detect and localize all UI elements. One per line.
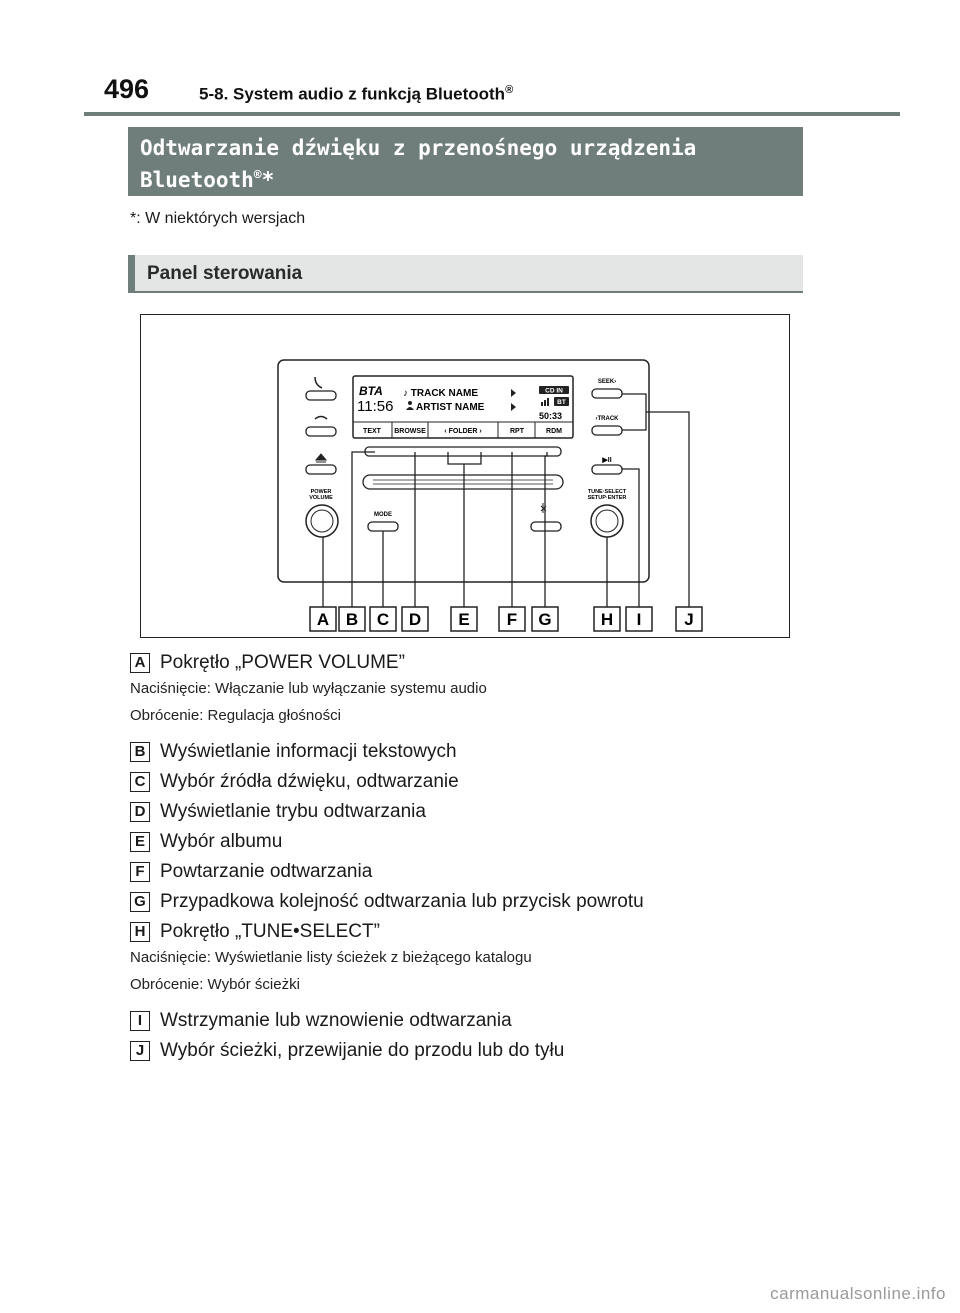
legend-text: Wybór ścieżki, przewijanie do przodu lub do tyłu [160, 1040, 565, 1061]
legend-item-a [130, 652, 405, 674]
legend-item-i [130, 1010, 512, 1032]
display-artist: ARTIST NAME [416, 402, 485, 413]
play-pause-icon: ▶II [602, 457, 612, 464]
cd-in-text: CD IN [545, 387, 563, 395]
legend-item-b [130, 741, 457, 763]
cd-slot [363, 475, 563, 489]
legend-item-h [130, 921, 380, 943]
legend-text: Przypadkowa kolejność odtwarzania lub przycisk powrotu [160, 891, 644, 912]
callout-letter-c: C [376, 610, 390, 629]
legend-note: Naciśnięcie: Włączanie lub wyłączanie systemu audio [130, 680, 487, 697]
legend-key: D [130, 802, 150, 822]
callout-letter-h: H [600, 610, 614, 629]
legend-key: H [130, 922, 150, 942]
mode-button[interactable] [368, 522, 398, 531]
legend-text: Wybór źródła dźwięku, odtwarzanie [160, 771, 459, 792]
legend-item-e [130, 831, 282, 853]
softkey-text: TEXT [363, 428, 381, 435]
section-title-line1: Odtwarzanie dźwięku z przenośnego urządzenia [140, 136, 697, 160]
legend-key: G [130, 892, 150, 912]
display-track: ♪ TRACK NAME [403, 388, 478, 399]
callout-letter-a: A [316, 610, 330, 629]
callout-labels [310, 607, 702, 631]
legend-item-f [130, 861, 372, 883]
legend-text: Pokrętło „TUNE•SELECT” [160, 921, 380, 942]
power-label: POWER [310, 489, 332, 495]
setup-enter-label: SETUP·ENTER [587, 495, 627, 501]
phone-pickup-button[interactable] [306, 391, 336, 400]
back-button[interactable] [531, 522, 561, 531]
control-panel-figure [140, 314, 790, 638]
legend-key: J [130, 1041, 150, 1061]
softkey-rdm: RDM [546, 428, 562, 435]
section-title [128, 127, 803, 196]
volume-label: VOLUME [309, 495, 333, 501]
legend-key: F [130, 862, 150, 882]
chapter-title: 5-8. System audio z funkcją Bluetooth® [199, 84, 514, 104]
track-label: ‹TRACK [595, 416, 619, 422]
phone-hangup-button[interactable] [306, 427, 336, 436]
callout-letter-g: G [538, 610, 552, 629]
softkey-folder: ‹ FOLDER › [444, 428, 482, 435]
legend-item-g [130, 891, 644, 913]
callout-letter-j: J [684, 610, 694, 629]
legend-text: Wyświetlanie informacji tekstowych [160, 741, 457, 762]
legend-key: B [130, 742, 150, 762]
seek-label: SEEK› [597, 379, 617, 385]
softkey-button-bar[interactable] [365, 447, 561, 456]
legend-key: C [130, 772, 150, 792]
seek-button[interactable] [592, 389, 622, 398]
softkey-rpt: RPT [510, 428, 524, 435]
legend-note: Naciśnięcie: Wyświetlanie listy ścieżek z bieżącego katalogu [130, 949, 532, 966]
legend-text: Wyświetlanie trybu odtwarzania [160, 801, 426, 822]
callout-letter-f: F [506, 610, 518, 629]
legend-text: Wstrzymanie lub wznowienie odtwarzania [160, 1010, 512, 1031]
legend-key: E [130, 832, 150, 852]
footnote: *: W niektórych wersjach [130, 210, 306, 227]
legend-item-c [130, 771, 459, 793]
watermark: carmanualsonline.info [770, 1284, 946, 1303]
softkey-browse: BROWSE [394, 428, 426, 435]
legend-key: I [130, 1011, 150, 1031]
eject-button[interactable] [306, 465, 336, 474]
legend-note: Obrócenie: Regulacja głośności [130, 707, 341, 724]
subsection-title: Panel sterowania [128, 255, 803, 293]
section-title-line2: Bluetooth®* [140, 168, 275, 192]
callout-letter-b: B [345, 610, 359, 629]
legend-item-j [130, 1040, 564, 1062]
display-source: BTA [359, 384, 383, 398]
callout-letter-i: I [636, 610, 642, 629]
legend-item-d [130, 801, 426, 823]
display-elapsed: 50:33 [539, 411, 563, 421]
bt-text: BT [557, 399, 566, 406]
legend-text: Wybór albumu [160, 831, 283, 852]
header-rule [84, 112, 900, 116]
track-button[interactable] [592, 426, 622, 435]
display-time: 11:56 [357, 398, 394, 415]
tune-select-label: TUNE·SELECT [587, 489, 627, 495]
play-pause-button[interactable] [592, 465, 622, 474]
callout-letter-d: D [408, 610, 422, 629]
legend-note: Obrócenie: Wybór ścieżki [130, 976, 300, 993]
legend-key: A [130, 653, 150, 673]
callout-letter-e: E [458, 610, 470, 629]
legend-text: Powtarzanie odtwarzania [160, 861, 373, 882]
page-number: 496 [104, 74, 150, 104]
legend-text: Pokrętło „POWER VOLUME” [160, 652, 405, 673]
mode-label: MODE [374, 512, 392, 518]
control-panel-illustration [141, 315, 789, 637]
